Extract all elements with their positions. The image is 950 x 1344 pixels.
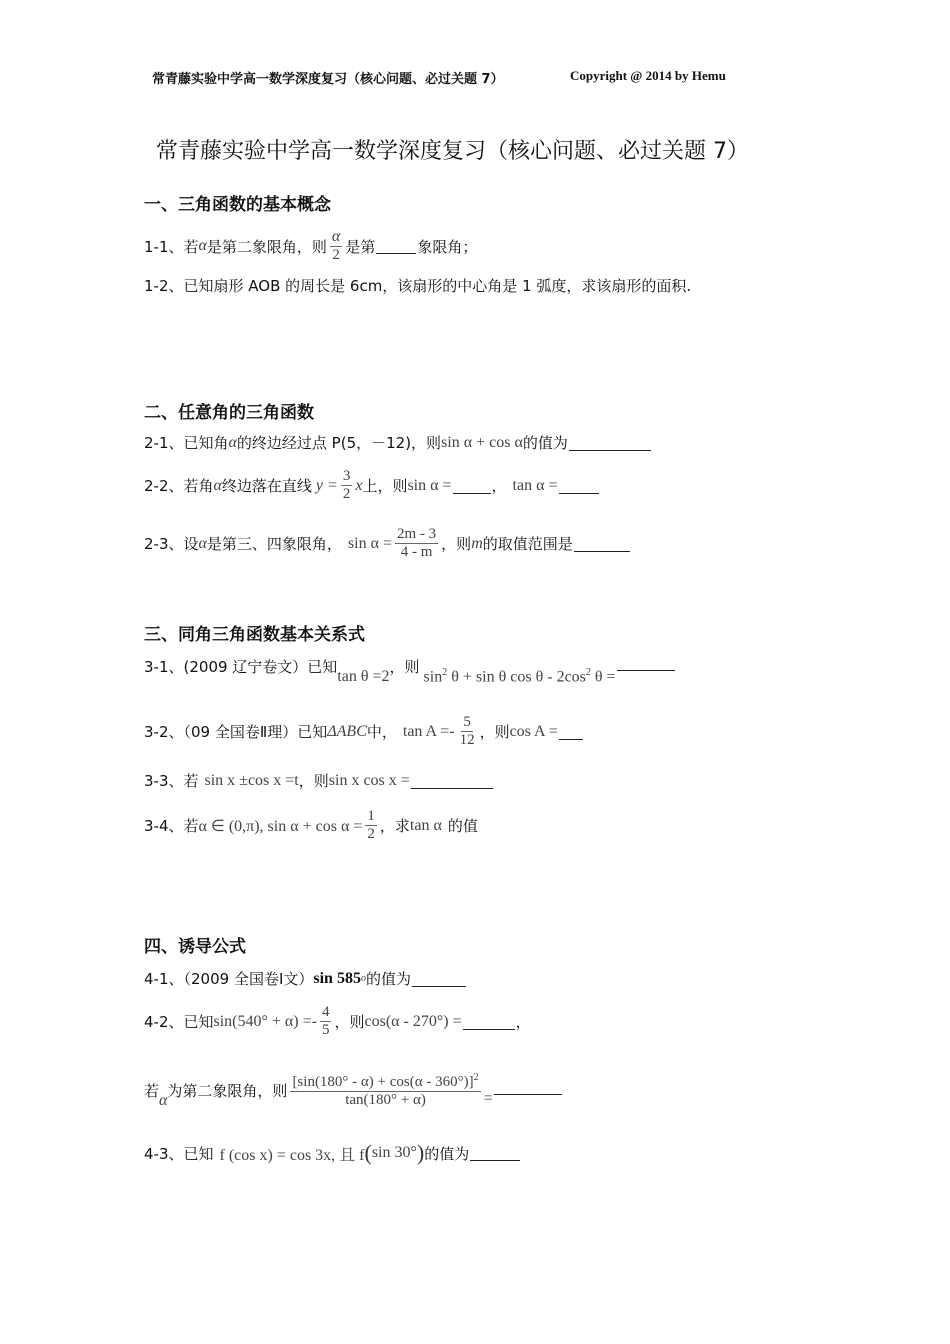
- question-text: 上，则: [362, 477, 408, 496]
- question-1-1: [144, 228, 477, 265]
- question-2-3: [144, 526, 631, 562]
- section-heading-3: 三、同角三角函数基本关系式: [144, 625, 365, 645]
- math-part: θ =: [594, 668, 616, 686]
- question-text: ，则: [389, 658, 420, 676]
- question-number: 4-3、已知: [144, 1144, 214, 1163]
- fraction-denominator: 2: [367, 826, 375, 843]
- fraction-denominator: 2: [332, 247, 340, 264]
- alpha-symbol: α: [213, 476, 222, 494]
- question-text: 是第二象限角，则: [206, 237, 327, 256]
- answer-blank[interactable]: [617, 655, 675, 671]
- question-text: ，求: [379, 817, 410, 836]
- fraction: [365, 808, 377, 844]
- header-left: 常青藤实验中学高一数学深度复习（核心问题、必过关题 7）: [152, 72, 504, 87]
- fraction-denominator: 12: [459, 732, 475, 749]
- fraction: [341, 468, 353, 504]
- question-number: 2-1、已知角: [144, 434, 229, 452]
- fraction: [320, 1004, 332, 1040]
- section-heading-4: 四、诱导公式: [144, 937, 246, 957]
- answer-blank[interactable]: [559, 478, 599, 494]
- fraction: [330, 228, 342, 265]
- question-text: 若: [144, 1082, 160, 1101]
- question-text: 的取值范围是: [482, 535, 573, 554]
- answer-blank[interactable]: [411, 773, 493, 789]
- math-expression: α ∈ (0,π), sin α + cos α =: [198, 817, 363, 835]
- fraction: [290, 1072, 480, 1110]
- section-heading-1: 一、三角函数的基本概念: [144, 195, 331, 215]
- question-number: 2-3、设: [144, 535, 199, 554]
- question-4-3: [144, 1140, 521, 1166]
- answer-blank[interactable]: [470, 1145, 520, 1161]
- question-text: 的值为: [522, 434, 568, 452]
- answer-blank[interactable]: [559, 724, 583, 740]
- math-expression: sin(540° + α) =-: [213, 1012, 317, 1030]
- header-copyright: Copyright @ 2014 by Hemu: [570, 68, 726, 83]
- left-paren: (: [364, 1140, 372, 1165]
- math-expression: x: [355, 476, 363, 494]
- question-number: 4-2、已知: [144, 1013, 214, 1032]
- math-expression: sin α + cos α: [441, 433, 523, 451]
- answer-blank[interactable]: [574, 536, 630, 552]
- math-expression: y =: [315, 476, 338, 494]
- alpha-symbol: α: [159, 1091, 168, 1109]
- math-part: sin: [423, 668, 443, 686]
- question-text: 象限角；: [417, 237, 478, 256]
- question-3-4: [144, 808, 478, 844]
- question-number: 2-2、若角: [144, 477, 214, 496]
- question-4-2: [144, 1004, 531, 1040]
- question-text: 是第: [345, 237, 376, 256]
- math-part: θ + sin θ cos θ - 2cos: [451, 668, 586, 686]
- math-expression: sin x ±cos x =t: [204, 771, 299, 789]
- fraction: [458, 714, 477, 750]
- question-number: 1-1、若: [144, 237, 199, 256]
- answer-blank[interactable]: [412, 971, 466, 987]
- triangle-symbol: ΔABC: [327, 722, 367, 740]
- question-number: 3-3、若: [144, 772, 199, 790]
- question-4-1: [144, 968, 467, 989]
- math-expression: sin x cos x =: [328, 771, 410, 789]
- math-expression: f (cos x) = cos 3x, 且 f: [219, 1146, 365, 1164]
- fraction-numerator: [290, 1072, 480, 1092]
- fraction-numerator: 2m - 3: [395, 526, 438, 544]
- question-text: ，: [491, 477, 507, 496]
- question-2-1: [144, 432, 652, 453]
- question-text: 的值为: [424, 1144, 470, 1163]
- fraction-denominator: 5: [321, 1022, 330, 1039]
- fraction: [395, 526, 438, 562]
- superscript: 2: [473, 1072, 479, 1083]
- question-text: ，则: [441, 535, 472, 554]
- alpha-symbol: α: [198, 237, 207, 255]
- math-expression: tan θ =2: [337, 667, 390, 685]
- question-4-2-b: [144, 1072, 563, 1110]
- page-title: 常青藤实验中学高一数学深度复习（核心问题、必过关题 7）: [156, 139, 749, 164]
- variable-symbol: m: [471, 534, 483, 552]
- question-text: ，则: [298, 772, 329, 790]
- answer-blank[interactable]: [463, 1014, 515, 1030]
- numerator-text: [sin(180° - α) + cos(α - 360°)]: [292, 1074, 474, 1090]
- answer-blank[interactable]: [569, 435, 651, 451]
- question-2-2: [144, 468, 600, 504]
- math-expression: cos A =: [509, 722, 558, 740]
- question-number: 4-1、（2009 全国卷Ⅰ文）: [144, 970, 314, 988]
- question-text: 为第二象限角，则: [167, 1082, 288, 1101]
- math-expression: tan α =: [512, 476, 558, 494]
- alpha-symbol: α: [228, 433, 237, 451]
- fraction-numerator: 5: [461, 714, 473, 732]
- math-expression: sin 585: [313, 969, 361, 987]
- math-expression: cos(α - 270°) =: [364, 1012, 462, 1030]
- math-expression: [424, 667, 616, 686]
- question-3-2: [144, 714, 584, 750]
- right-paren: ): [416, 1140, 425, 1165]
- question-text: 的值: [447, 817, 478, 836]
- fraction-denominator: 2: [342, 486, 351, 503]
- math-expression: =: [483, 1089, 493, 1107]
- math-expression: tan A =-: [402, 722, 455, 740]
- question-text: 1-2、已知扇形 AOB 的周长是 6cm，该扇形的中心角是 1 弧度，求该扇形的面积.: [144, 277, 692, 295]
- superscript: 2: [585, 666, 591, 678]
- answer-blank[interactable]: [453, 478, 491, 494]
- math-expression: tan α: [409, 816, 442, 834]
- math-expression: sin 30°: [371, 1144, 417, 1161]
- question-3-3: [144, 770, 494, 791]
- question-text: ，则: [479, 723, 510, 742]
- question-text: 的值为: [365, 970, 411, 988]
- alpha-symbol: α: [198, 534, 207, 552]
- question-number: 3-1、(2009 辽宁卷文）已知: [144, 658, 338, 676]
- math-expression: sin α =: [407, 476, 452, 494]
- question-number: 3-2、（09 全国卷Ⅱ理）已知: [144, 723, 328, 742]
- fraction-numerator: α: [330, 228, 342, 247]
- superscript: 2: [442, 666, 448, 678]
- question-text: 的终边经过点 P(5，－12)，则: [236, 434, 442, 452]
- fraction-denominator: 4 - m: [400, 544, 433, 561]
- question-text: 终边落在直线: [221, 477, 312, 496]
- fraction-numerator: 3: [341, 468, 353, 486]
- fraction-denominator: tan(180° + α): [345, 1092, 426, 1109]
- question-text: 中，: [366, 723, 397, 742]
- math-expression: sin α =: [347, 534, 392, 552]
- answer-blank[interactable]: [376, 238, 416, 254]
- question-3-1: [144, 656, 676, 686]
- answer-blank[interactable]: [494, 1079, 562, 1095]
- question-text: 是第三、四象限角，: [206, 535, 342, 554]
- fraction-numerator: 4: [320, 1004, 332, 1022]
- question-text: ，则: [334, 1013, 365, 1032]
- degree-symbol: o: [360, 973, 366, 984]
- fraction-numerator: 1: [365, 808, 377, 826]
- section-heading-2: 二、任意角的三角函数: [144, 403, 314, 423]
- question-1-2: [144, 275, 691, 296]
- question-text: ，: [515, 1013, 531, 1032]
- question-number: 3-4、若: [144, 817, 199, 836]
